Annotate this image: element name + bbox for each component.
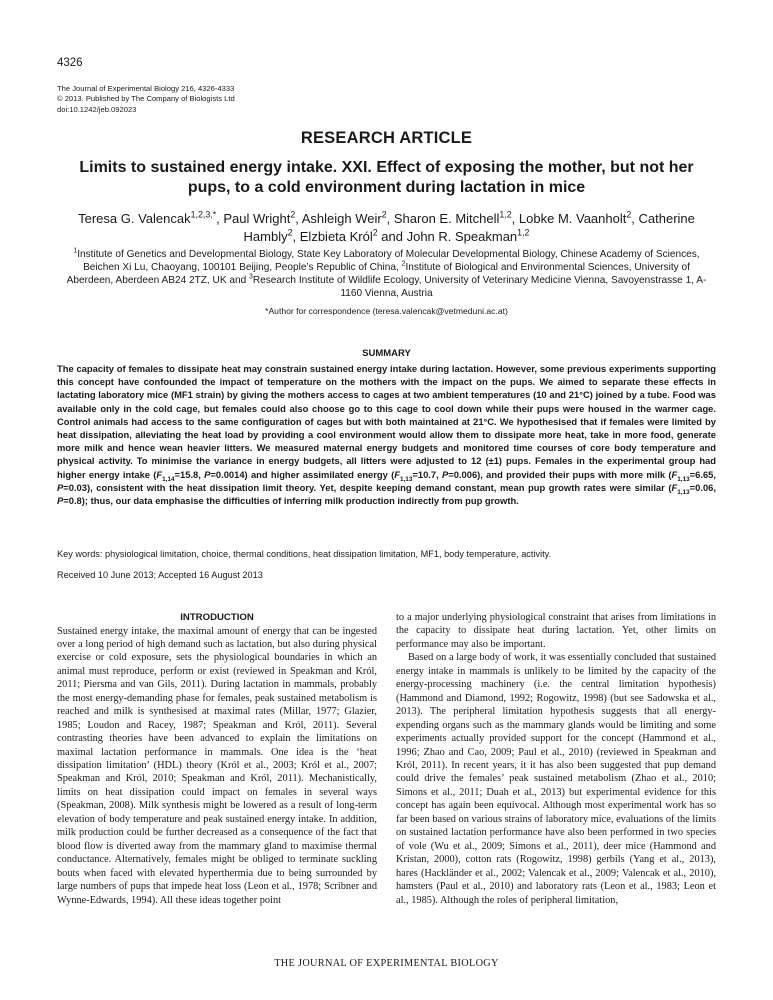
summary-text: =0.006), and provided their pups with more milk ( — [448, 468, 672, 480]
author — [300, 229, 407, 244]
author-name: Elzbieta Król — [299, 229, 373, 244]
column-right — [396, 611, 716, 907]
journal-citation: The Journal of Experimental Biology 216, 4326-4333 — [57, 84, 235, 93]
author — [223, 211, 301, 226]
article-title: Limits to sustained energy intake. XXI. Effect of exposing the mother, but not her pups, to a cold environment during lactation in mice — [79, 159, 694, 196]
stat-subscript: 1,14 — [162, 475, 175, 483]
journal-meta — [57, 84, 235, 115]
author-affil-sup: 2 — [626, 209, 632, 220]
author-affil-sup: 1,2 — [517, 227, 530, 238]
stat-symbol: P — [57, 481, 64, 493]
affiliation-3: Research Institute of Wildlife Ecology, University of Veterinary Medicine Vienna, Savoyenstrasse 1, A-1160 Vienna, Austria — [252, 275, 707, 300]
stat-symbol: F — [671, 481, 678, 493]
intro-paragraph-1: Sustained energy intake, the maximal amount of energy that can be ingested over a long period of high demand such as lactation, but also during physical exercise or cold exposure, sets the physiological boundaries in which an animal must reproduce, perform or exist (reviewed in Speakman and Król, 2011; Piersma and van Gils, 2011). During lactation in mammals, probably the most energy-demanding phase for females, peak sustained metabolism is reached and milk is synthesised at maximal rates (Millar, 1977; Glazier, 1985; Loudon and Racey, 1987; Speakman and Król, 2011). Several contrasting theories have been advanced to explain the limitations on maximal lactation performance in mammals. One idea is the ‘heat dissipation limitation’ (HDL) theory (Król et al., 2003; Król et al., 2007; Speakman and Król, 2010; Speakman and Król, 2011). Mechanistically, limits on heat dissipation could impact on females in several ways (Speakman, 2008). Milk synthesis might be lowered as a result of long-term elevation of body temperature and peak sustained energy intake. In addition, milk production could be further decreased as a consequence of the fact that blood flow is diverted away from the mammary gland to maximise thermal conductance. Alternatively, females might be obliged to terminate suckling bouts when faced with elevated hyperthermia due to being surrounded by large numbers of pups that impede heat loss (Leon et al., 1978; Scribner and Wynne-Edwards, 1994). All these ideas together point — [57, 625, 377, 906]
author-separator: , — [295, 211, 302, 226]
journal-footer: THE JOURNAL OF EXPERIMENTAL BIOLOGY — [274, 958, 499, 969]
author-name: Teresa G. Valencak — [78, 211, 191, 226]
author — [407, 229, 530, 244]
author-name: Catherine Hambly — [243, 211, 695, 244]
stat-symbol: P — [441, 468, 449, 480]
author-affil-sup: 2 — [372, 227, 378, 238]
author-affil-sup: 1,2,3, — [190, 209, 213, 220]
affiliation-sup: 1 — [73, 247, 78, 255]
corresponding-marker: * — [212, 209, 217, 220]
affiliation-1: Institute of Genetics and Developmental Biology, State Key Laboratory of Molecular Developmental Biology, Chinese Academy of Sciences, Beichen Xi Lu, Chaoyang, 100101 Beijing, People’s Republic of China, — [77, 249, 700, 274]
author-separator: , — [216, 211, 224, 226]
stat-symbol: P — [57, 495, 64, 507]
stat-symbol: F — [394, 468, 400, 480]
stat-symbol: P — [204, 468, 211, 480]
summary-heading: SUMMARY — [362, 348, 411, 359]
keywords: Key words: physiological limitation, choice, thermal conditions, heat dissipation limitation, MF1, body temperature, activity. — [57, 549, 552, 559]
stat-subscript: 1,13 — [677, 488, 690, 496]
intro-paragraph-2: Based on a large body of work, it was essentially concluded that sustained energy intake in mammals is unlikely to be limited by the capacity of the energy-processing machinery (i.e. the central limitation hypothesis) (Hammond and Diamond, 1992; Rogowitz, 1998) (but see Sadowska et al., 2013). The peripheral limitation hypothesis suggests that all energy-expending organs such as the mammary glands would be limiting and some experiments actually provided support for the concept (Hammond et al., 1996; Zhao and Cao, 2009; Paul et al., 2010) (reviewed in Speakman and Król, 2011). In recent years, it it has also been suggested that pup demand could drive the females’ peak sustained metabolism (Zhao et al., 2010; Simons et al., 2011; Duah et al., 2013) but experimental evidence for this concept has again been equivocal. Although most experimental work has so far been based on various strains of laboratory mice, evaluations of the limits on sustained lactation performance have also been performed in two species of vole (Wu et al., 2009; Simons et al., 2011), deer mice (Hammond and Kristan, 2000), cotton rats (Rogowitz, 1998) gerbils (Yang et al., 2013), hares (Hackländer et al., 2002; Valencak et al., 2009; Valencak et al., 2010), hamsters (Paul et al., 2010) and laboratory rats (Leon et al., 1983; Leon et al., 1985). Although the roles of peripheral limitation, — [396, 652, 716, 906]
summary-text: =0.06, — [689, 481, 716, 493]
author — [394, 211, 519, 226]
author — [78, 211, 223, 226]
summary-text: =0.03), consistent with the heat dissipation limit theory. Yet, despite keeping demand constant, mean pup growth rates were similar ( — [63, 481, 672, 493]
author — [302, 211, 394, 226]
author-separator: , — [292, 229, 300, 244]
author-name: Sharon E. Mitchell — [393, 211, 500, 226]
summary-text: The capacity of females to dissipate heat may constrain sustained energy intake during lactation. However, some previous experiments supporting this concept have confounded the impact of temperature on the mothers with the impact on the pups. We aimed to separate these effects in lactating laboratory mice (MF1 strain) by giving the mothers access to cages at two ambient temperatures (10 and 21°C) joined by a tube. Food was available only in the cold cage, but females could also choose go to this cage to cool down while their pups were housed in the warmer cage. Control animals had access to the same configuration of cages but with both maintained at 21°C. We hypothesised that if females were limited by heat dissipation, alleviating the heat load by providing a cool environment would allow them to dissipate more heat, take in more food, generate more milk and hence wean heavier litters. We measured maternal energy budgets and monitored time courses of core body temperature and physical activity. To minimise the variance in energy budgets, all litters were adjusted to 12 (±1) pups. Females in the experimental group had higher energy intake ( — [57, 363, 716, 480]
author-separator: , — [511, 211, 519, 226]
author-affil-sup: 2 — [290, 209, 296, 220]
article-type: RESEARCH ARTICLE — [300, 129, 473, 147]
author-affil-sup: 2 — [287, 227, 293, 238]
author-affil-sup: 1,2 — [499, 209, 512, 220]
intro-paragraph-1-continued: to a major underlying physiological constraint that arises from limitations in the capacity to dissipate heat during lactation. Yet, other limits on performance may also be important. — [396, 612, 716, 650]
doi-line[interactable]: doi:10.1242/jeb.092023 — [57, 104, 137, 114]
summary-body — [57, 362, 716, 507]
affiliation-2: Institute of Biological and Environmental Sciences, University of Aberdeen, Aberdeen AB24 2TZ, UK and — [66, 262, 690, 287]
author-list — [60, 210, 713, 246]
author-separator: and — [377, 229, 407, 244]
received-dates: Received 10 June 2013; Accepted 16 August 2013 — [57, 570, 263, 580]
affiliation-sup: 3 — [249, 273, 253, 281]
author-name: Paul Wright — [223, 211, 291, 226]
affiliations — [60, 248, 713, 300]
column-left — [57, 611, 377, 907]
author-name: Lobke M. Vaanholt — [518, 211, 627, 226]
summary-text: =10.7, — [412, 468, 442, 480]
correspondence-note: *Author for correspondence (teresa.valencak@vetmeduni.ac.at) — [265, 306, 508, 316]
author-separator: , — [631, 211, 639, 226]
author-separator: , — [386, 211, 394, 226]
summary-text: =15.8, — [174, 468, 205, 480]
summary-text: =0.0014) and higher assimilated energy ( — [210, 468, 395, 480]
stat-subscript: 1,13 — [677, 475, 690, 483]
summary-text: =0.8); thus, our data emphasise the difficulties of inferring milk production indirectly from pup growth. — [63, 495, 519, 507]
author-affil-sup: 2 — [381, 209, 387, 220]
stat-symbol: F — [156, 468, 163, 480]
affiliation-sup: 2 — [401, 260, 406, 268]
page-number: 4326 — [57, 57, 83, 69]
summary-text: =6.65, — [689, 468, 716, 480]
author — [519, 211, 639, 226]
copyright-line: © 2013. Published by The Company of Biologists Ltd — [57, 94, 235, 104]
author-name: John R. Speakman — [406, 229, 518, 244]
stat-symbol: F — [671, 468, 678, 480]
intro-heading: INTRODUCTION — [180, 612, 254, 623]
author-name: Ashleigh Weir — [301, 211, 382, 226]
stat-subscript: 1,13 — [399, 475, 413, 483]
